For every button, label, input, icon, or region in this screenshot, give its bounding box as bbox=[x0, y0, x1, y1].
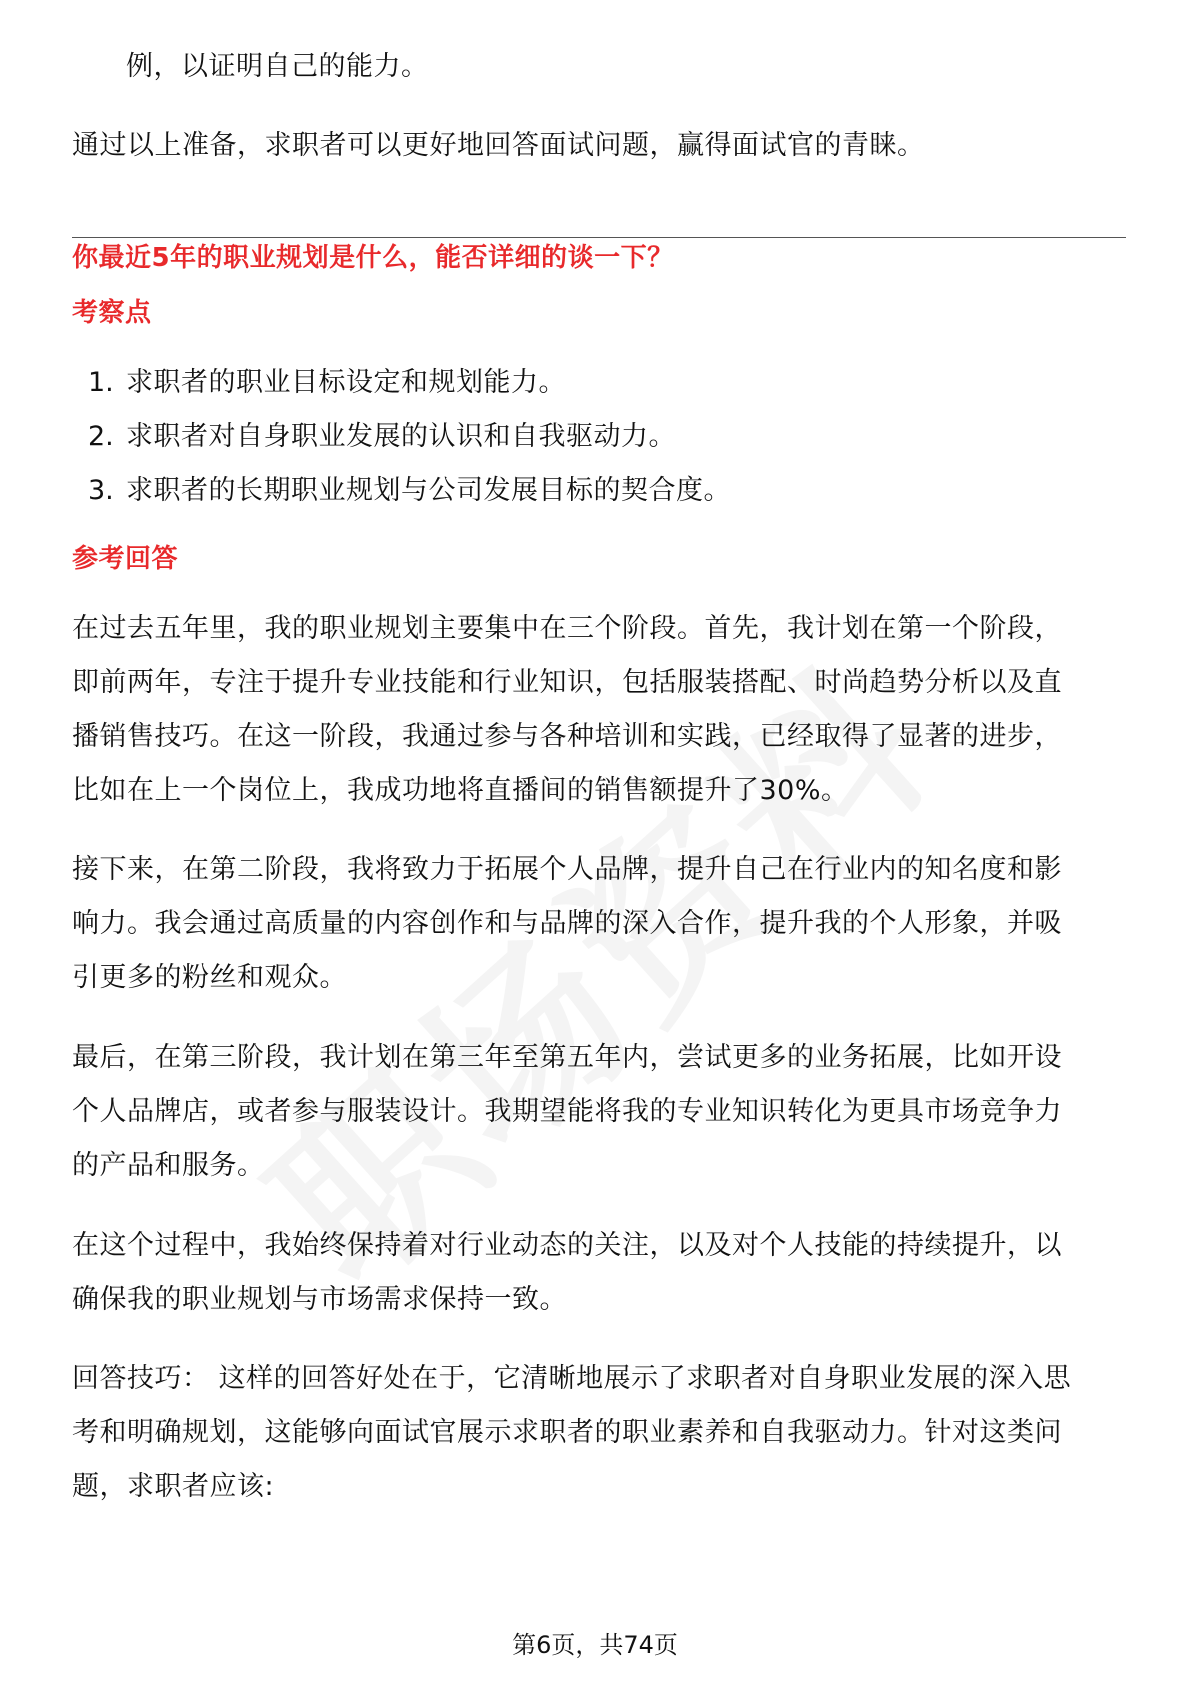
text-line: 在过去五年里，我的职业规划主要集中在三个阶段。首先，我计划在第一个阶段， bbox=[72, 613, 1062, 644]
list-item-text: 求职者的职业目标设定和规划能力。 bbox=[126, 367, 566, 398]
page-number: 第6页，共74页 bbox=[512, 1631, 678, 1659]
watermark bbox=[207, 460, 1133, 1332]
list-item-number: 2. bbox=[88, 421, 114, 452]
intro-closing: 通过以上准备，求职者可以更好地回答面试问题，赢得面试官的青睐。 bbox=[72, 130, 925, 161]
text-line: 考和明确规划，这能够向面试官展示求职者的职业素养和自我驱动力。针对这类问 bbox=[72, 1417, 1062, 1448]
section-divider bbox=[72, 237, 1126, 238]
list-item-number: 1. bbox=[88, 367, 114, 398]
answer-heading: 参考回答 bbox=[72, 544, 179, 574]
text-line: 在这个过程中，我始终保持着对行业动态的关注，以及对个人技能的持续提升，以 bbox=[72, 1230, 1062, 1261]
text-line: 接下来，在第二阶段，我将致力于拓展个人品牌，提升自己在行业内的知名度和影 bbox=[72, 854, 1062, 885]
text-line: 题，求职者应该: bbox=[72, 1471, 275, 1502]
text-line: 确保我的职业规划与市场需求保持一致。 bbox=[72, 1284, 567, 1315]
question-title: 你最近5年的职业规划是什么，能否详细的谈一下？ bbox=[72, 243, 674, 273]
text-line: 播销售技巧。在这一阶段，我通过参与各种培训和实践，已经取得了显著的进步， bbox=[72, 721, 1062, 752]
text-line: 回答技巧： 这样的回答好处在于，它清晰地展示了求职者对自身职业发展的深入思 bbox=[72, 1363, 1072, 1394]
text-line: 最后，在第三阶段，我计划在第三年至第五年内，尝试更多的业务拓展，比如开设 bbox=[72, 1042, 1062, 1073]
text-line: 引更多的粉丝和观众。 bbox=[72, 962, 347, 993]
text-line: 即前两年，专注于提升专业技能和行业知识，包括服装搭配、时尚趋势分析以及直 bbox=[72, 667, 1062, 698]
intro-continuation: 例，以证明自己的能力。 bbox=[126, 51, 429, 82]
text-line: 的产品和服务。 bbox=[72, 1150, 265, 1181]
list-item-text: 求职者对自身职业发展的认识和自我驱动力。 bbox=[126, 421, 676, 452]
text-line: 个人品牌店，或者参与服装设计。我期望能将我的专业知识转化为更具市场竞争力 bbox=[72, 1096, 1062, 1127]
list-item-number: 3. bbox=[88, 475, 114, 506]
text-line: 比如在上一个岗位上，我成功地将直播间的销售额提升了30%。 bbox=[72, 775, 849, 806]
list-item-text: 求职者的长期职业规划与公司发展目标的契合度。 bbox=[126, 475, 731, 506]
text-line: 响力。我会通过高质量的内容创作和与品牌的深入合作，提升我的个人形象，并吸 bbox=[72, 908, 1062, 939]
focus-heading: 考察点 bbox=[72, 298, 152, 328]
